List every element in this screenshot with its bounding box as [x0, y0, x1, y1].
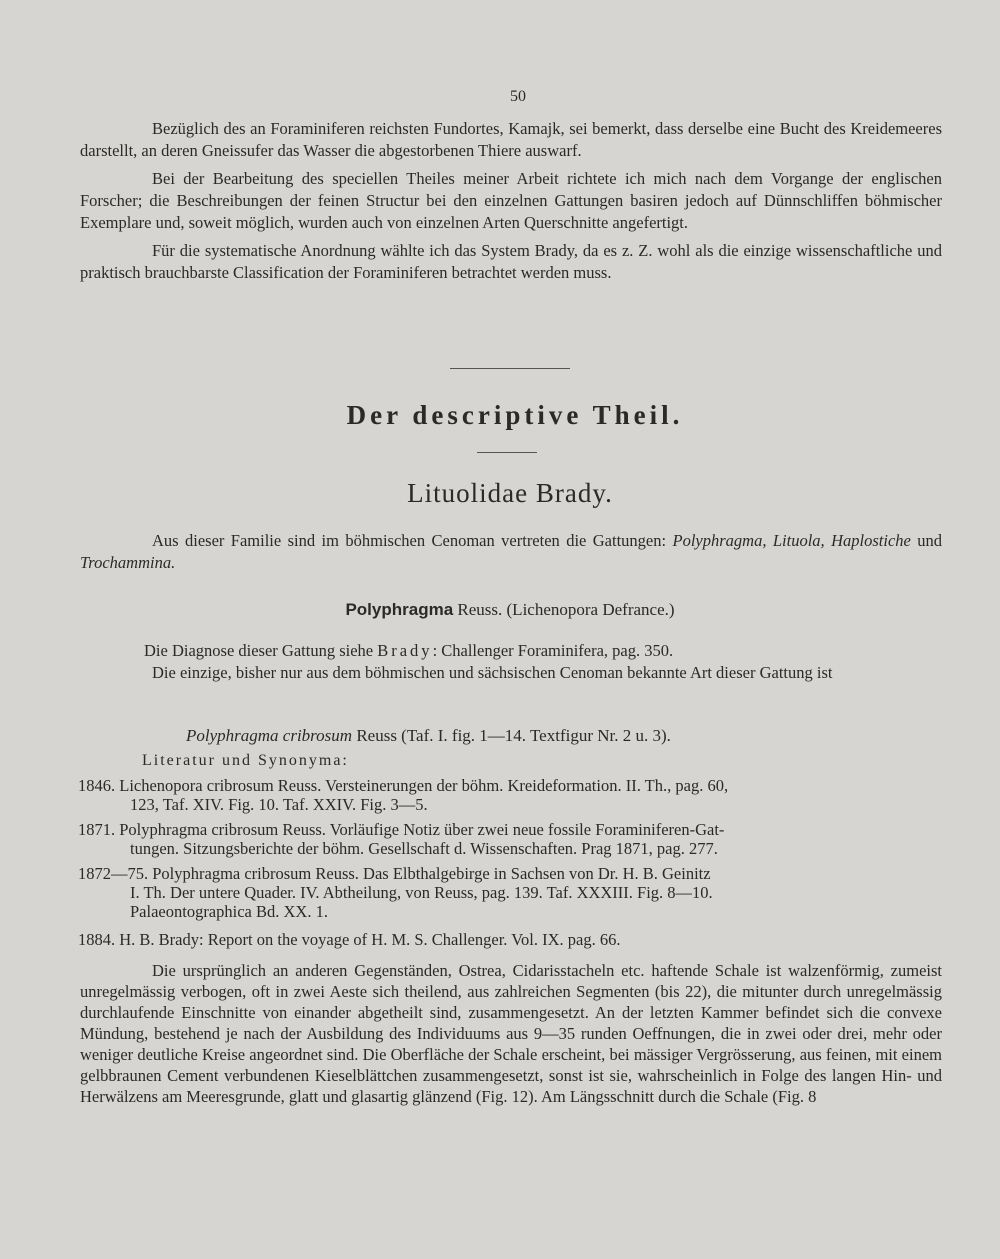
family-heading: Lituolidae Brady.	[407, 478, 613, 508]
diagnosis	[80, 640, 942, 684]
literature-text: H. B. Brady: Report on the voyage of H. M. S. Challenger. Vol. IX. pag. 66.	[119, 930, 621, 949]
description	[80, 960, 942, 1107]
diagnosis-text-b: : Challenger Foraminifera, pag. 350.	[432, 641, 674, 660]
genus-lituola: Lituola,	[772, 531, 825, 550]
family-intro-text: Aus dieser Familie sind im böhmischen Cenoman vertreten die Gattungen:	[152, 531, 673, 550]
intro-paragraph-2: Bei der Bearbeitung des speciellen Theiles meiner Arbeit richtete ich mich nach dem Vorgange der englischen Forscher; die Beschreibungen der feinen Structur bei den einzelnen Gattungen basiren jedoch auf Dünnschliffen böhmischer Exemplare und, soweit möglich, wurden auch von einzelnen Arten Querschnitte angefertigt.	[80, 169, 942, 232]
diagnosis-brady: Brady	[377, 641, 433, 660]
literature-text: Polyphragma cribrosum Reuss. Das Elbthalgebirge in Sachsen von Dr. H. B. Geinitz	[152, 864, 711, 883]
genus-heading-name: Polyphragma	[345, 600, 454, 619]
literature-entry	[78, 776, 940, 814]
genus-haplostiche: Haplostiche	[831, 531, 911, 550]
divider-top	[450, 368, 570, 369]
literature-cont: 123, Taf. XIV. Fig. 10. Taf. XXIV. Fig. 3—5.	[130, 795, 428, 814]
literature-text: Polyphragma cribrosum Reuss. Vorläufige Notiz über zwei neue fossile Foraminiferen-Gat-	[119, 820, 725, 839]
literature-cont: Palaeontographica Bd. XX. 1.	[130, 902, 328, 921]
literature-entry	[78, 930, 940, 949]
literature-heading: Literatur und Synonyma:	[142, 752, 349, 769]
literature-cont: I. Th. Der untere Quader. IV. Abtheilung, von Reuss, pag. 139. Taf. XXXIII. Fig. 8—10.	[130, 883, 713, 902]
genus-polyphragma: Polyphragma,	[672, 531, 767, 550]
intro-section	[80, 118, 942, 284]
intro-paragraph-3: Für die systematische Anordnung wählte ich das System Brady, da es z. Z. wohl als die einzige wissenschaftliche und praktisch brauchbarste Classification der Foraminiferen betrachtet werden muss.	[80, 241, 942, 282]
literature-text: Lichenopora cribrosum Reuss. Versteinerungen der böhm. Kreideformation. II. Th., pag. 60,	[119, 776, 729, 795]
diagnosis-text-c: Die einzige, bisher nur aus dem böhmischen und sächsischen Cenoman bekannte Art dieser Gattung ist	[152, 663, 833, 682]
literature-entry	[78, 864, 940, 921]
diagnosis-text-a: Die Diagnose dieser Gattung siehe	[144, 641, 378, 660]
literature-cont: tungen. Sitzungsberichte der böhm. Gesellschaft d. Wissenschaften. Prag 1871, pag. 277.	[130, 839, 718, 858]
literature-year: 1846.	[78, 776, 116, 795]
literature-entry	[78, 820, 940, 858]
family-intro-und: und	[910, 531, 943, 550]
species-name: Polyphragma cribrosum	[186, 726, 353, 745]
description-paragraph: Die ursprünglich an anderen Gegenständen, Ostrea, Cidarisstacheln etc. haftende Schale ist walzenförmig, zumeist unregelmässig verbogen, oft in zwei Aeste sich theilend, aus zahlreichen Segmenten (bis 22), die mitunter durch unregelmässig durchlaufende Einschnitte von einander abgetheilt sind, zusammengesetzt. An der letzten Kammer befindet sich die convexe Mündung, bestehend je nach der Ausbildung des Individuums aus 9—35 runden Oeffnungen, die in zwei oder drei, mehr oder weniger deutliche Kreise angeordnet sind. Die Oberfläche der Schale erscheint, bei mässiger Vergrösserung, aus feinen, mit einem gelbbraunen Cement verbundenen Kieselblättchen zusammengesetzt, sonst ist sie, wahrscheinlich in Folge des langen Hin- und Herwälzens am Meeresgrunde, glatt und glasartig glänzend (Fig. 12). Am Längsschnitt durch die Schale (Fig. 8	[80, 961, 942, 1106]
intro-paragraph-1: Bezüglich des an Foraminiferen reichsten Fundortes, Kamajk, sei bemerkt, dass derselbe eine Bucht des Kreidemeeres darstellt, an deren Gneissufer das Wasser die abgestorbenen Thiere auswarf.	[80, 119, 942, 160]
literature-year: 1872—75.	[78, 864, 149, 883]
literature-year: 1871.	[78, 820, 116, 839]
divider-small	[477, 452, 537, 453]
genus-trochammina: Trochammina.	[80, 553, 176, 572]
species-heading	[186, 726, 671, 746]
literature-year: 1884.	[78, 930, 116, 949]
genus-heading-rest: Reuss. (Lichenopora Defrance.)	[453, 600, 675, 619]
genus-heading	[0, 600, 1000, 620]
page-number: 50	[510, 88, 526, 105]
species-rest: Reuss (Taf. I. fig. 1—14. Textfigur Nr. 2 u. 3).	[352, 726, 671, 745]
family-intro	[80, 530, 942, 574]
section-heading-descriptive: Der descriptive Theil.	[346, 400, 684, 430]
